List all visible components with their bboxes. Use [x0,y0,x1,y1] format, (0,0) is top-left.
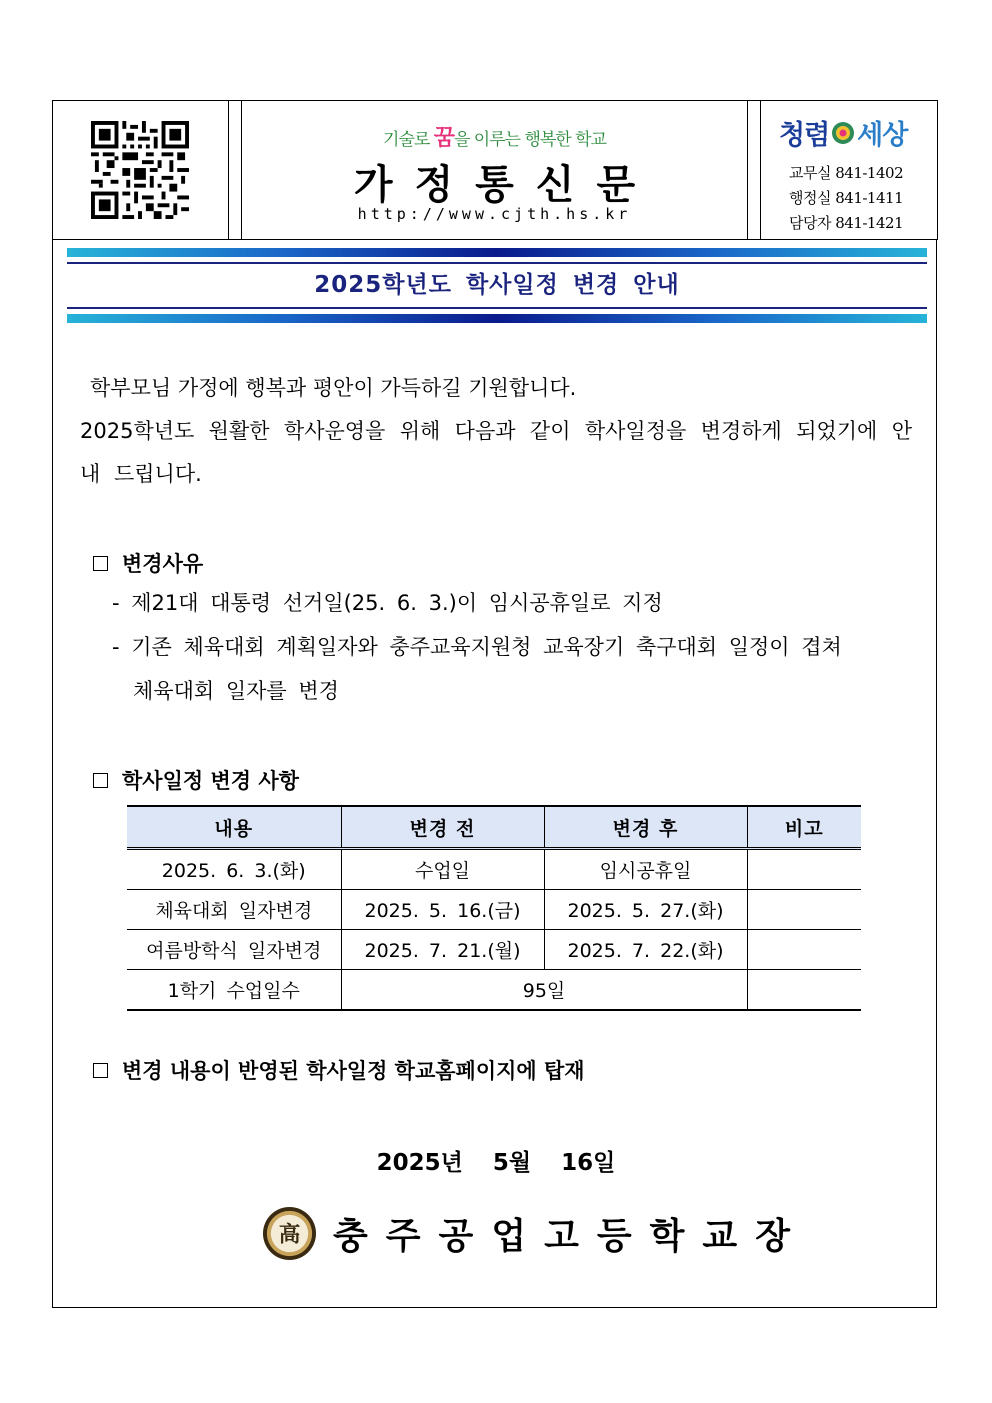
contact-box [760,100,938,240]
section-reason [93,548,203,578]
table-row [127,849,861,890]
reason-bullet-2-cont: 체육대회 일자를 변경 [133,679,339,703]
cell-school-days: 95일 [341,970,747,1011]
cell-after: 2025. 5. 27.(화) [544,890,747,930]
greeting-text: 학부모님 가정에 행복과 평안이 가득하길 기원합니다. [90,376,577,400]
cell-content: 1학기 수업일수 [127,970,341,1011]
table-row [127,970,861,1011]
header-divider [52,239,938,240]
cell-note [747,970,861,1011]
seal-char: 高 [278,1222,301,1248]
banner-gradient-bottom [67,314,927,323]
checkbox-square-icon [93,773,108,788]
cell-content: 2025. 6. 3.(화) [127,849,341,890]
cell-before: 2025. 5. 16.(금) [341,890,544,930]
cell-content: 체육대회 일자변경 [127,890,341,930]
school-url: http://www.cjth.hs.kr [357,205,632,223]
col-header-after: 변경 후 [544,806,747,849]
cell-content: 여름방학식 일자변경 [127,930,341,970]
phone-admin: 행정실 841-1411 [789,189,904,207]
col-header-note: 비고 [747,806,861,849]
section-changes-heading: 학사일정 변경 사항 [122,769,299,793]
cell-before: 수업일 [341,849,544,890]
phone-academic: 교무실 841-1402 [789,164,904,182]
checkbox-square-icon [93,1063,108,1078]
phone-manager: 담당자 841-1421 [789,214,904,232]
cell-after: 임시공휴일 [544,849,747,890]
section-homepage [93,1055,585,1085]
newsletter-title: 가정통신문 [353,162,658,208]
banner-gradient-top [67,248,927,257]
section-changes [93,765,299,795]
issue-date: 2025년 5월 16일 [376,1150,616,1176]
table-header-row [127,806,861,849]
col-header-before: 변경 전 [341,806,544,849]
schedule-change-table [127,805,861,1011]
qr-code-icon [91,121,189,219]
section-reason-heading: 변경사유 [122,552,204,576]
slogan-accent: 꿈 [433,125,454,151]
phone-list [789,161,903,236]
cell-after: 2025. 7. 22.(화) [544,930,747,970]
intro-body-text: 2025학년도 원활한 학사운영을 위해 다음과 같이 학사일정을 변경하게 되었기에 안내 드립니다. [80,419,912,486]
logo-text-1: 청렴 [779,120,830,151]
logo-text-2: 세상 [857,120,908,151]
table-row [127,930,861,970]
signature-block [262,1206,808,1261]
notice-title: 2025학년도 학사일정 변경 안내 [314,272,680,298]
table-row [127,890,861,930]
reason-bullet-1: - 제21대 대통령 선거일(25. 6. 3.)이 임시공휴일로 지정 [112,591,663,615]
cell-note [747,930,861,970]
school-seal-icon [262,1206,317,1261]
cell-note [747,849,861,890]
chungbuk-emblem-icon [831,121,855,145]
cell-before: 2025. 7. 21.(월) [341,930,544,970]
slogan-text-1: 기술로 [383,130,434,150]
col-header-content: 내용 [127,806,341,849]
homepage-note-text: 변경 내용이 반영된 학사일정 학교홈페이지에 탑재 [122,1059,585,1083]
newsletter-title-box [241,100,748,240]
cell-note [747,890,861,930]
integrity-logo [779,113,907,152]
slogan-text-2: 을 이루는 행복한 학교 [453,130,606,150]
checkbox-square-icon [93,556,108,571]
banner-line-bottom [67,307,927,309]
qr-code-box [52,100,229,240]
reason-bullet-2: - 기존 체육대회 계획일자와 충주교육지원청 교육장기 축구대회 일정이 겹쳐 [112,635,842,659]
principal-signature: 충주공업고등학교장 [333,1216,808,1257]
school-slogan [242,121,747,152]
